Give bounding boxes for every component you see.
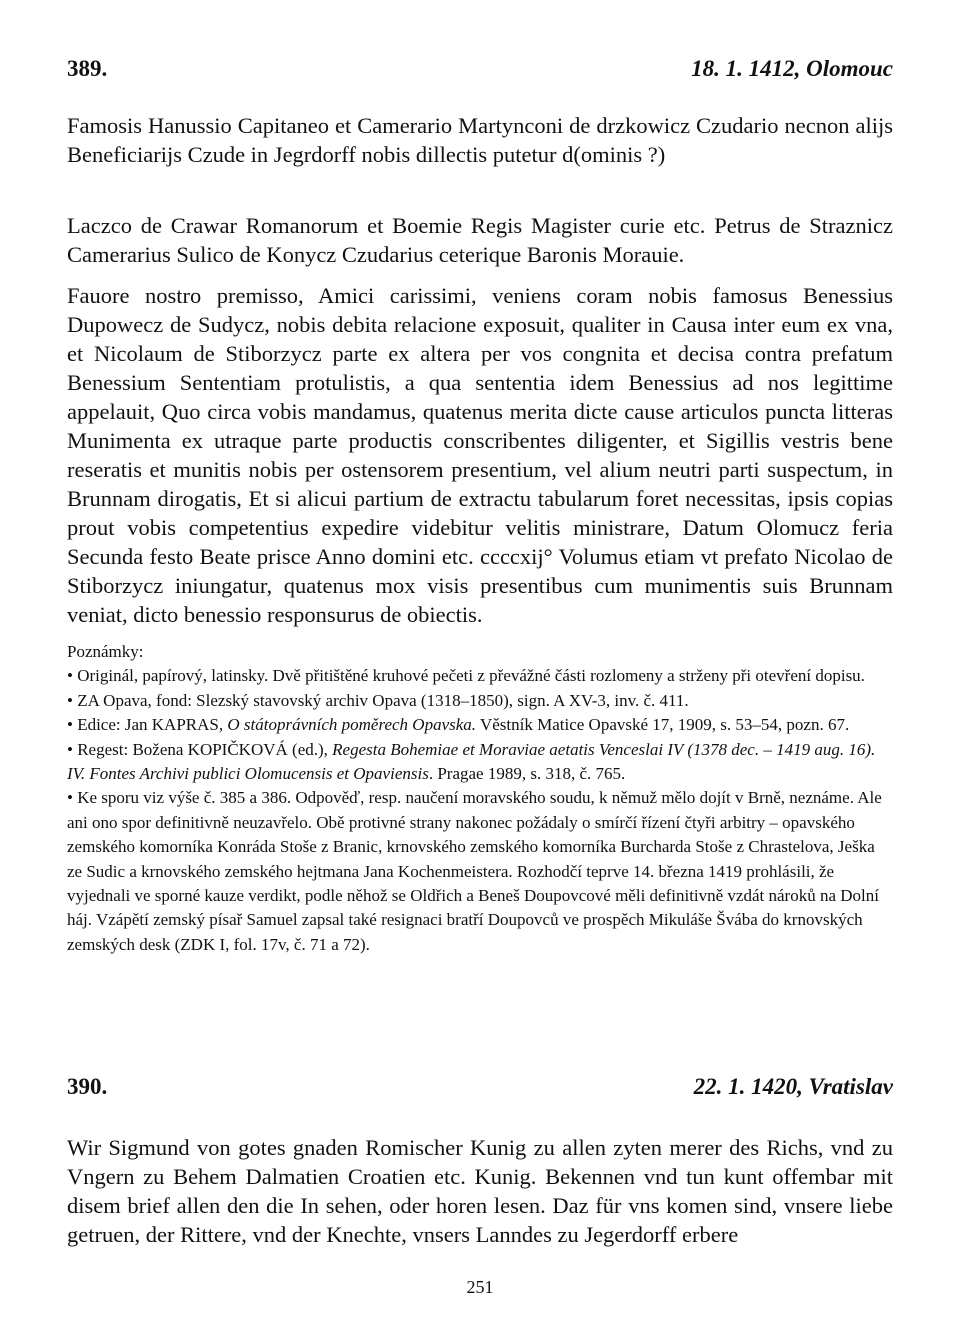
document-sender: Laczco de Crawar Romanorum et Boemie Regis Magister curie etc. Petrus de Straznicz Camerarius Sulico de Konycz Czudarius ceterique Baronis Morauie. — [67, 213, 893, 267]
document-number: 390. — [67, 1074, 108, 1099]
document-header — [67, 1074, 893, 1104]
notes-label: Poznámky: — [67, 642, 144, 661]
document-date-place: 22. 1. 1420, Vratislav — [693, 1074, 893, 1099]
document-number: 389. — [67, 56, 108, 81]
document-text: Wir Sigmund von gotes gnaden Romischer Kunig zu allen zyten merer des Richs, vnd zu Vngern zu Behem Dalmatien Croatien etc. Kunig. Bekennen vnd tun kunt offembar mit disem brief allen den die In sehen, oder horen lesen. Daz für vns komen sind, vnsere liebe getruen, der Rittere, vnd der Knechte, vnsers Lanndes zu Jegerdorff erbere — [67, 1135, 893, 1247]
note-regest-prefix: • Regest: Božena KOPIČKOVÁ (ed.), — [67, 739, 333, 759]
document-header — [67, 56, 893, 86]
document-date-place: 18. 1. 1412, Olomouc — [691, 56, 893, 81]
note-regest-rest: . Pragae 1989, s. 318, č. 765. — [428, 764, 626, 784]
note-edition-prefix: • Edice: Jan KAPRAS, — [67, 715, 228, 735]
note-archive: • ZA Opava, fond: Slezský stavovský archiv Opava (1318–1850), sign. A XV-3, inv. č. 411. — [67, 690, 689, 710]
note-original: • Originál, papírový, latinsky. Dvě přitištěné kruhové pečeti z převážné části rozlomeny a strženy při otevření dopisu. — [67, 666, 865, 686]
page-number: 251 — [466, 1277, 494, 1297]
document-text: Fauore nostro premisso, Amici carissimi, veniens coram nobis famosus Benessius Dupowecz de Sudycz, nobis debita relacione exposuit, qualiter in Causa inter eum ex vna, et Nicolaum de Stiborzycz parte ex altera per vos congnita et decisa contra prefatum Benessium Sententiam protulistis, a qua sententia idem Benessius ad nos legittime appelauit, Quo circa vobis mandamus, quatenus merita dicte cause articulos puncta litteras Munimenta ex utraque parte productis conscribentes diligenter, et Sigillis vestris bene reseratis et munitis nobis per ostensorem presentium, vel alium neutri parti suspectum, in Brunnam dirogatis, Et si alicui partium de extractu tabularum foret necessitas, ipsis copias prout vobis competentius expedire videbitur velitis ministrare, Datum Olomucz feria Secunda festo Beate prisce Anno domini etc. ccccxij° Volumus etiam vt prefato Nicolao de Stiborzycz iniungatur, quatenus mox visis presentibus cum munimentis suis Brunnam veniat, dicto benessio responsurus de obiectis. — [67, 283, 893, 627]
note-commentary: • Ke sporu viz výše č. 385 a 386. Odpověď, resp. naučení moravského soudu, k němuž mělo dojít v Brně, neznáme. Ale ani ono spor definitivně neuzavřelo. Obě protivné strany nakonec požádaly o smírčí řízení čtyři arbitry – opavského zemského komorníka Konráda Stoše z Branic, krnovského zemského komorníka Burcharda Stoše z Chrastelova, Ješka ze Sudic a krnovského zemského hejtmana Jana Kochenmeistera. Rozhodčí teprve 14. března 1419 prohlásili, že vyjednali ve sporné kauze verdikt, podle něhož se Oldřich a Beneš Doupovcové měli definitivně vzdát nároků na Dolní háj. Vzápětí zemský písař Samuel zapsal také resignaci bratří Doupovců ve prospěch Mikuláše Švába do krnovských zemských desk (ZDK I, fol. 17v, č. 71 a 72). — [67, 788, 882, 954]
note-edition — [67, 713, 893, 737]
document-address: Famosis Hanussio Capitaneo et Camerario Martynconi de drzkowicz Czudario necnon alijs Beneficiarijs Czude in Jegrdorff nobis dillectis putetur d(ominis ?) — [67, 113, 893, 167]
notes-section — [67, 640, 893, 957]
note-regest-title: Regesta Bohemiae et Moraviae aetatis Venceslai IV (1378 dec. – 1419 aug. 16). IV. Fontes Archivi publici Olomucensis et Opaviensis — [67, 739, 876, 784]
note-edition-title: O státoprávních poměrech Opavska. — [227, 715, 477, 735]
note-regest — [67, 738, 893, 787]
note-edition-rest: Věstník Matice Opavské 17, 1909, s. 53–54, pozn. 67. — [476, 715, 850, 735]
